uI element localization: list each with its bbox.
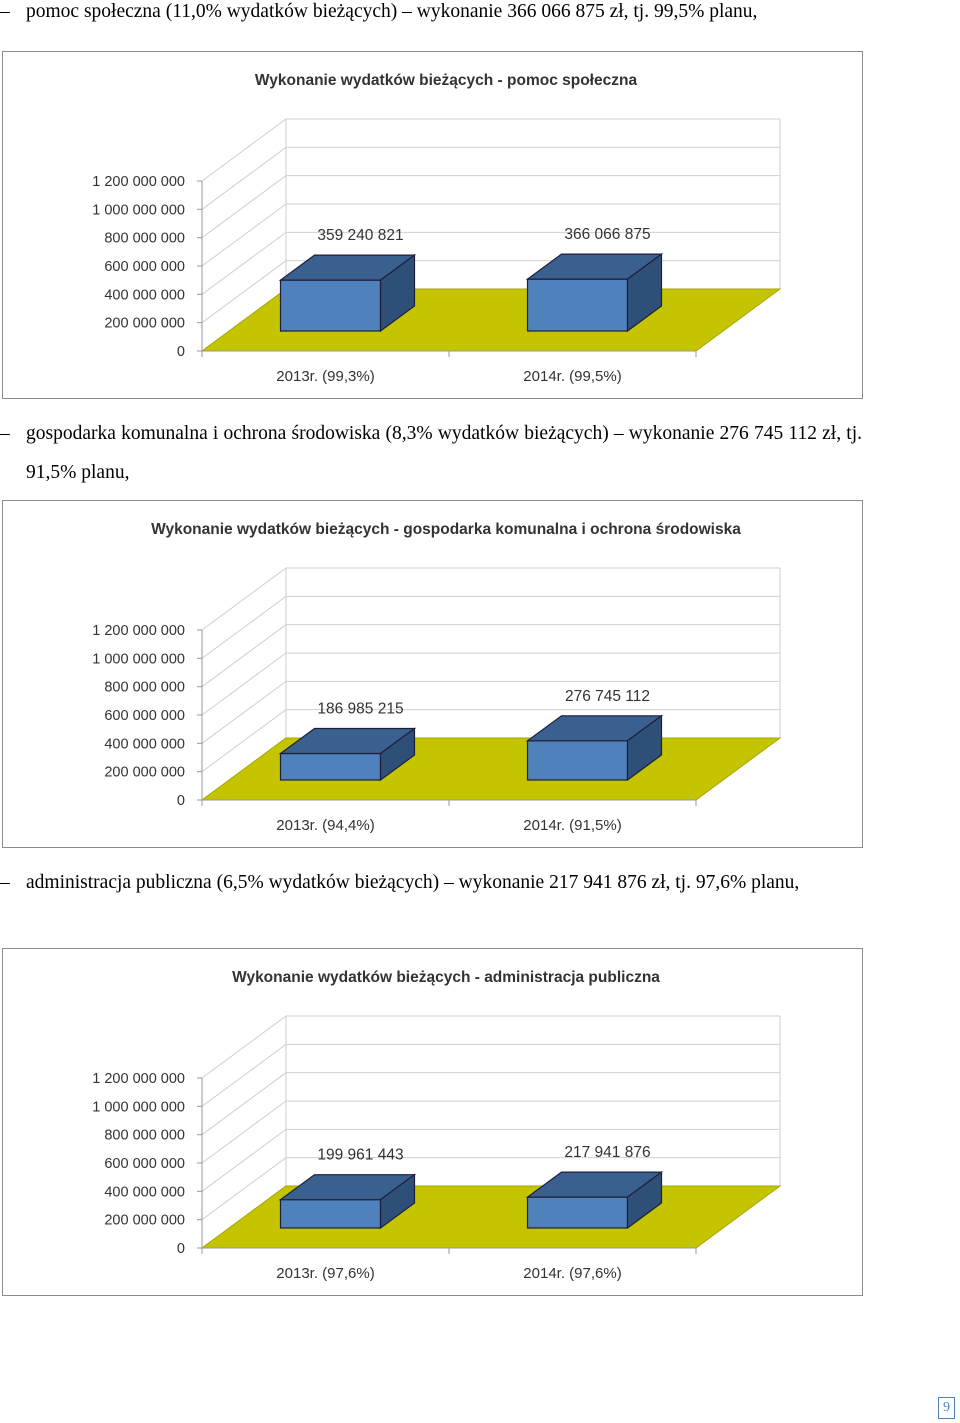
y-tick-label: 400 000 000 [104, 287, 185, 304]
gridline [202, 681, 780, 743]
data-label: 366 066 875 [564, 226, 651, 244]
bar-front [528, 1197, 628, 1228]
data-label: 199 961 443 [317, 1146, 404, 1164]
y-tick-label: 0 [176, 1241, 185, 1257]
chart-svg [3, 501, 861, 846]
chart-svg [3, 949, 861, 1294]
data-label: 359 240 821 [317, 227, 404, 245]
x-category-label: 2013r. (97,6%) [276, 1265, 375, 1282]
chart-svg [3, 52, 861, 397]
paragraph-gospodarka-komunalna [0, 414, 862, 492]
data-label: 186 985 215 [317, 700, 404, 718]
chart-title: Wykonanie wydatków bieżących - administracja publiczna [232, 969, 660, 986]
gridline [202, 1044, 780, 1106]
bar-front [281, 1200, 381, 1228]
bar-front [528, 741, 628, 780]
gridline [202, 176, 780, 238]
y-tick-label: 1 200 000 000 [92, 1071, 185, 1087]
y-tick-label: 600 000 000 [104, 1156, 185, 1172]
gridline [202, 568, 780, 630]
gridline [202, 1016, 780, 1078]
x-category-label: 2013r. (94,4%) [276, 817, 375, 834]
chart-gospodarka-komunalna [2, 500, 863, 848]
y-tick-label: 600 000 000 [104, 259, 185, 275]
y-tick-label: 1 200 000 000 [92, 174, 185, 190]
dash-bullet: – [0, 423, 10, 444]
y-tick-label: 1 000 000 000 [92, 1099, 185, 1116]
data-label: 217 941 876 [564, 1144, 651, 1162]
gridline [202, 596, 780, 658]
x-category-label: 2013r. (99,3%) [276, 368, 375, 385]
bar-front [281, 280, 381, 331]
bar [281, 255, 415, 331]
x-category-label: 2014r. (91,5%) [523, 817, 622, 834]
gridline [202, 1073, 780, 1135]
gridline [202, 147, 780, 209]
bar-front [281, 754, 381, 780]
chart-administracja-publiczna [2, 948, 863, 1296]
y-tick-label: 0 [176, 344, 185, 360]
paragraph-text: pomoc społeczna (11,0% wydatków bieżących) – wykonanie 366 066 875 zł, tj. 99,5% planu, [26, 1, 758, 22]
y-tick-label: 200 000 000 [104, 1212, 185, 1229]
y-tick-label: 800 000 000 [104, 1127, 185, 1144]
y-tick-label: 400 000 000 [104, 1184, 185, 1201]
gridline [202, 204, 780, 266]
dash-bullet: – [0, 872, 10, 893]
chart-title: Wykonanie wydatków bieżących - pomoc społeczna [254, 72, 638, 89]
paragraph-administracja-publiczna [0, 863, 862, 902]
page-number: 9 [938, 1397, 955, 1419]
chart-title: Wykonanie wydatków bieżących - gospodarka komunalna i ochrona środowiska [151, 521, 741, 538]
y-tick-label: 200 000 000 [104, 315, 185, 332]
paragraph-text: administracja publiczna (6,5% wydatków bieżących) – wykonanie 217 941 876 zł, tj. 97,6% planu, [26, 872, 800, 893]
data-label: 276 745 112 [564, 687, 651, 705]
bar [528, 254, 662, 331]
bar [528, 716, 662, 780]
y-tick-label: 800 000 000 [104, 230, 185, 247]
y-tick-label: 600 000 000 [104, 708, 185, 724]
gridline [202, 625, 780, 687]
gridline [202, 1101, 780, 1163]
y-tick-label: 0 [176, 793, 185, 809]
y-tick-label: 1 000 000 000 [92, 202, 185, 219]
x-category-label: 2014r. (99,5%) [523, 368, 622, 385]
paragraph-pomoc-spoleczna [0, 0, 862, 31]
y-tick-label: 1 200 000 000 [92, 623, 185, 639]
chart-pomoc-spoleczna [2, 51, 863, 399]
y-tick-label: 200 000 000 [104, 764, 185, 781]
dash-bullet: – [0, 1, 10, 22]
y-tick-label: 800 000 000 [104, 679, 185, 696]
y-tick-label: 1 000 000 000 [92, 651, 185, 668]
gridline [202, 1129, 780, 1191]
paragraph-text: gospodarka komunalna i ochrona środowiska (8,3% wydatków bieżących) – wykonanie 276 745 112 zł, tj. 91,5% planu, [26, 423, 862, 483]
bar-front [528, 279, 628, 331]
gridline [202, 653, 780, 715]
y-tick-label: 400 000 000 [104, 736, 185, 753]
x-category-label: 2014r. (97,6%) [523, 1265, 622, 1282]
gridline [202, 119, 780, 181]
